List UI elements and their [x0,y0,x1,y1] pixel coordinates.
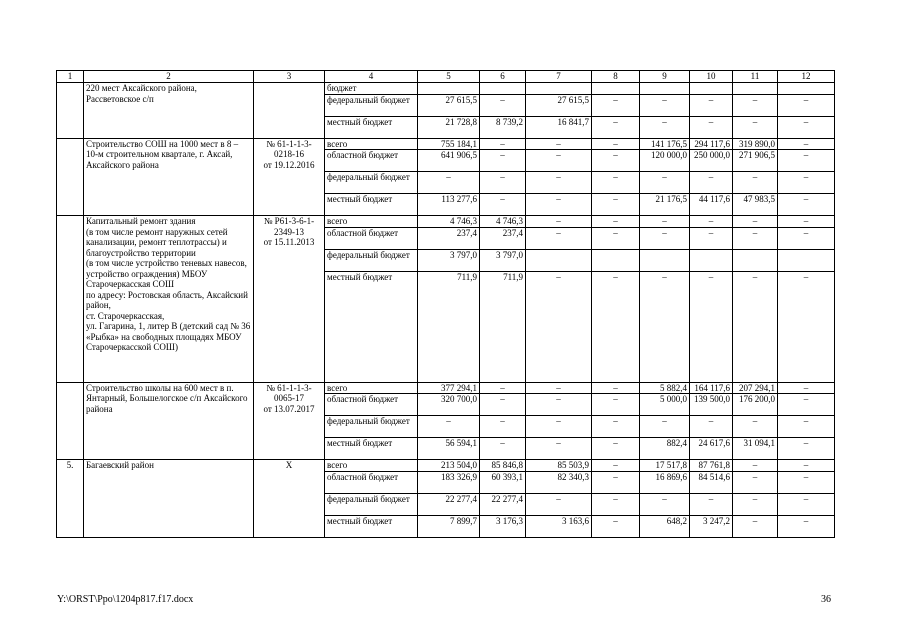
funding-source-cell: местный бюджет [325,116,418,138]
amount-cell [526,83,592,95]
amount-cell: – [733,493,778,515]
funding-source-cell: федеральный бюджет [325,493,418,515]
amount-cell: 8 739,2 [480,116,526,138]
table-row [57,460,835,472]
object-name-cell: Капитальный ремонт здания (в том числе ремонт наружных сетей канализации, ремонт теплотрассы) и благоустройство территории (в том числе устройство теневых навесов, устройство ограждения) МБОУ Старочеркасская СОШ по адресу: Ростовская область, Аксайский район, ст. Старочеркасская, ул. Гагарина, 1, литер В (детский сад № 36 «Рыбка» на свободных площадях МБОУ Старочеркасской СОШ) [84,216,254,383]
funding-source-cell: всего [325,138,418,150]
amount-cell: 3 247,2 [690,515,733,537]
funding-source-cell: областной бюджет [325,150,418,172]
amount-cell: – [733,227,778,249]
amount-cell: 44 117,6 [690,194,733,216]
column-header: 11 [733,71,778,83]
amount-cell: – [592,515,640,537]
amount-cell: 56 594,1 [418,438,480,460]
amount-cell: 120 000,0 [640,150,690,172]
amount-cell: – [690,216,733,228]
amount-cell: – [480,150,526,172]
amount-cell: – [592,471,640,493]
column-header: 2 [84,71,254,83]
amount-cell: 3 797,0 [418,249,480,271]
amount-cell: 5 000,0 [640,394,690,416]
budget-table [56,70,835,538]
amount-cell: 320 700,0 [418,394,480,416]
amount-cell: – [733,515,778,537]
amount-cell: – [592,271,640,382]
amount-cell: – [480,382,526,394]
amount-cell: – [690,271,733,382]
funding-source-cell: федеральный бюджет [325,249,418,271]
amount-cell: – [778,116,835,138]
amount-cell: – [480,94,526,116]
amount-cell: – [690,172,733,194]
row-number-cell [57,83,84,139]
amount-cell: 3 176,3 [480,515,526,537]
funding-source-cell: местный бюджет [325,515,418,537]
funding-source-cell: областной бюджет [325,471,418,493]
amount-cell [778,249,835,271]
row-number-cell: 5. [57,460,84,538]
amount-cell: – [733,216,778,228]
amount-cell: 237,4 [418,227,480,249]
table-row [57,138,835,150]
amount-cell: – [778,94,835,116]
footer-page-number: 36 [821,594,831,605]
amount-cell [690,249,733,271]
amount-cell: – [778,460,835,472]
amount-cell: 141 176,5 [640,138,690,150]
funding-source-cell: областной бюджет [325,394,418,416]
amount-cell [418,83,480,95]
amount-cell: 3 797,0 [480,249,526,271]
amount-cell: – [778,438,835,460]
amount-cell: – [592,227,640,249]
amount-cell: – [690,94,733,116]
document-cell: № 61-1-1-3- 0218-16 от 19.12.2016 [254,138,325,216]
funding-source-cell: всего [325,382,418,394]
amount-cell: 183 326,9 [418,471,480,493]
funding-source-cell: местный бюджет [325,194,418,216]
amount-cell: 250 000,0 [690,150,733,172]
object-name-cell: Багаевский район [84,460,254,538]
amount-cell: – [778,271,835,382]
amount-cell: – [733,94,778,116]
amount-cell: 711,9 [480,271,526,382]
amount-cell: – [778,515,835,537]
column-header: 4 [325,71,418,83]
amount-cell: 27 615,5 [526,94,592,116]
amount-cell: 271 906,5 [733,150,778,172]
object-name-cell: Строительство школы на 600 мест в п. Янтарный, Большелогское с/п Аксайского района [84,382,254,460]
amount-cell: – [526,271,592,382]
amount-cell [640,249,690,271]
amount-cell: – [640,94,690,116]
amount-cell: 139 500,0 [690,394,733,416]
amount-cell: – [526,416,592,438]
amount-cell: 85 846,8 [480,460,526,472]
amount-cell: – [778,394,835,416]
amount-cell: 164 117,6 [690,382,733,394]
amount-cell: – [778,493,835,515]
amount-cell [526,249,592,271]
amount-cell: 16 841,7 [526,116,592,138]
object-name-cell: Строительство СОШ на 1000 мест в 8 – 10-м строительном квартале, г. Аксай, Аксайского района [84,138,254,216]
amount-cell: – [690,416,733,438]
amount-cell: 60 393,1 [480,471,526,493]
amount-cell: – [526,394,592,416]
amount-cell: 213 504,0 [418,460,480,472]
funding-source-cell: бюджет [325,83,418,95]
amount-cell: 648,2 [640,515,690,537]
amount-cell: – [778,194,835,216]
amount-cell: – [418,416,480,438]
amount-cell: – [592,438,640,460]
funding-source-cell: всего [325,216,418,228]
funding-source-cell: федеральный бюджет [325,94,418,116]
amount-cell: – [526,493,592,515]
amount-cell: – [526,227,592,249]
amount-cell: – [640,172,690,194]
amount-cell: 207 294,1 [733,382,778,394]
amount-cell: – [690,116,733,138]
amount-cell: – [778,471,835,493]
amount-cell: 22 277,4 [418,493,480,515]
funding-source-cell: местный бюджет [325,271,418,382]
document-cell: № 61-1-1-3- 0065-17 от 13.07.2017 [254,382,325,460]
amount-cell: 294 117,6 [690,138,733,150]
amount-cell: 17 517,8 [640,460,690,472]
amount-cell: – [592,216,640,228]
amount-cell: 87 761,8 [690,460,733,472]
column-header: 12 [778,71,835,83]
amount-cell: – [733,172,778,194]
amount-cell: – [526,216,592,228]
amount-cell: – [690,493,733,515]
amount-cell: – [592,382,640,394]
amount-cell: – [690,227,733,249]
amount-cell: – [640,116,690,138]
amount-cell: – [592,493,640,515]
amount-cell: 84 514,6 [690,471,733,493]
amount-cell: 4 746,3 [480,216,526,228]
amount-cell: – [480,194,526,216]
amount-cell: 47 983,5 [733,194,778,216]
column-header: 1 [57,71,84,83]
amount-cell: 21 728,8 [418,116,480,138]
amount-cell: – [733,460,778,472]
column-header: 5 [418,71,480,83]
amount-cell: 21 176,5 [640,194,690,216]
amount-cell: – [640,227,690,249]
amount-cell: – [592,94,640,116]
amount-cell: – [526,138,592,150]
amount-cell: – [778,227,835,249]
amount-cell: 22 277,4 [480,493,526,515]
amount-cell: – [733,416,778,438]
amount-cell: – [640,271,690,382]
funding-source-cell: федеральный бюджет [325,172,418,194]
column-header: 10 [690,71,733,83]
amount-cell: – [480,416,526,438]
amount-cell: 755 184,1 [418,138,480,150]
amount-cell: 82 340,3 [526,471,592,493]
amount-cell: – [480,438,526,460]
amount-cell: – [480,394,526,416]
amount-cell: 377 294,1 [418,382,480,394]
amount-cell: 237,4 [480,227,526,249]
funding-source-cell: всего [325,460,418,472]
amount-cell: – [640,416,690,438]
row-number-cell [57,382,84,460]
amount-cell: 641 906,5 [418,150,480,172]
amount-cell: 85 503,9 [526,460,592,472]
amount-cell: – [592,194,640,216]
table-row [57,83,835,95]
amount-cell: – [592,416,640,438]
amount-cell: – [480,138,526,150]
row-number-cell [57,138,84,216]
amount-cell: 4 746,3 [418,216,480,228]
amount-cell: – [526,172,592,194]
amount-cell: – [640,216,690,228]
amount-cell [778,83,835,95]
column-header: 7 [526,71,592,83]
amount-cell: – [480,172,526,194]
amount-cell: 27 615,5 [418,94,480,116]
amount-cell [733,83,778,95]
amount-cell: 319 890,0 [733,138,778,150]
amount-cell: – [418,172,480,194]
amount-cell: 711,9 [418,271,480,382]
column-header: 3 [254,71,325,83]
document-cell: № Р61-3-6-1- 2349-13 от 15.11.2013 [254,216,325,383]
amount-cell: – [733,471,778,493]
amount-cell: 3 163,6 [526,515,592,537]
amount-cell: – [778,416,835,438]
amount-cell: – [733,271,778,382]
column-header-row [57,71,835,83]
amount-cell: – [778,216,835,228]
amount-cell [592,249,640,271]
amount-cell: 113 277,6 [418,194,480,216]
amount-cell: 7 899,7 [418,515,480,537]
column-header: 9 [640,71,690,83]
funding-source-cell: местный бюджет [325,438,418,460]
document-cell [254,83,325,139]
funding-source-cell: федеральный бюджет [325,416,418,438]
amount-cell: – [592,394,640,416]
amount-cell: – [526,194,592,216]
amount-cell [480,83,526,95]
amount-cell: – [526,382,592,394]
amount-cell: – [778,138,835,150]
amount-cell: 24 617,6 [690,438,733,460]
amount-cell: – [592,150,640,172]
row-number-cell [57,216,84,383]
amount-cell: 176 200,0 [733,394,778,416]
column-header: 6 [480,71,526,83]
amount-cell: – [778,382,835,394]
footer-file-path: Y:\ORST\Ppo\1204p817.f17.docx [57,594,194,605]
amount-cell: – [640,493,690,515]
amount-cell [640,83,690,95]
amount-cell [690,83,733,95]
amount-cell [733,249,778,271]
funding-source-cell: областной бюджет [325,227,418,249]
amount-cell [592,83,640,95]
document-cell: Х [254,460,325,538]
table-row [57,382,835,394]
amount-cell: – [526,438,592,460]
amount-cell: – [592,138,640,150]
object-name-cell: 220 мест Аксайского района, Рассветовское с/п [84,83,254,139]
amount-cell: – [592,116,640,138]
amount-cell: – [526,150,592,172]
amount-cell: – [778,172,835,194]
column-header: 8 [592,71,640,83]
amount-cell: – [778,150,835,172]
amount-cell: – [592,172,640,194]
amount-cell: – [733,116,778,138]
table-row [57,216,835,228]
amount-cell: 5 882,4 [640,382,690,394]
amount-cell: 882,4 [640,438,690,460]
amount-cell: – [592,460,640,472]
amount-cell: 16 869,6 [640,471,690,493]
amount-cell: 31 094,1 [733,438,778,460]
